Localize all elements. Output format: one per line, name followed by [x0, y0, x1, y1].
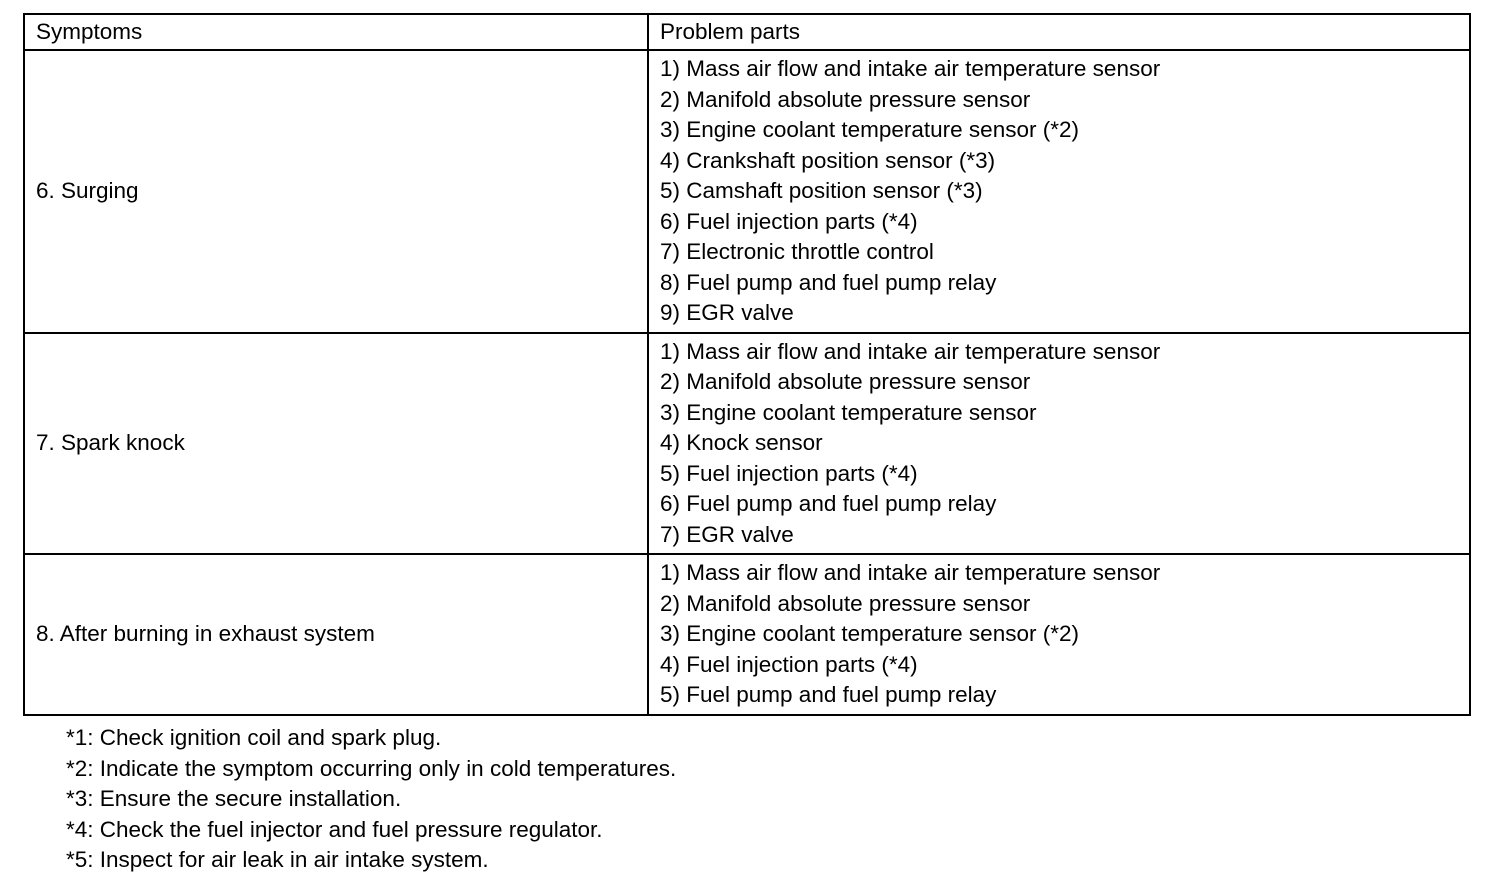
- part-item: 9) EGR valve: [660, 300, 794, 325]
- parts-cell: [648, 333, 1470, 555]
- symptom-cell: 6. Surging: [24, 50, 648, 333]
- part-item: 6) Fuel injection parts (*4): [660, 208, 918, 234]
- footnote: *2: Indicate the symptom occurring only in cold temperatures.: [66, 755, 677, 781]
- part-item: 3) Engine coolant temperature sensor (*2): [660, 621, 1079, 646]
- parts-cell: [648, 554, 1470, 715]
- part-item: 3) Engine coolant temperature sensor (*2): [660, 117, 1079, 142]
- header-symptoms: Symptoms: [24, 14, 648, 50]
- part-item: 5) Fuel injection parts (*4): [660, 460, 918, 486]
- footnote: *3: Ensure the secure installation.: [66, 786, 402, 812]
- parts-cell: [648, 50, 1470, 333]
- part-item: 5) Fuel pump and fuel pump relay: [660, 682, 997, 707]
- part-item: 2) Manifold absolute pressure sensor: [660, 590, 1031, 616]
- part-item: 7) Electronic throttle control: [660, 239, 934, 264]
- footnotes: [66, 723, 676, 876]
- table-row: [24, 554, 1470, 715]
- footnote: *4: Check the fuel injector and fuel pressure regulator.: [66, 816, 603, 842]
- part-item: 1) Mass air flow and intake air temperature sensor: [660, 560, 1161, 585]
- header-problem-parts: Problem parts: [648, 14, 1470, 50]
- part-item: 1) Mass air flow and intake air temperature sensor: [660, 56, 1161, 81]
- part-item: 2) Manifold absolute pressure sensor: [660, 369, 1031, 394]
- table-row: [24, 333, 1470, 555]
- part-item: 8) Fuel pump and fuel pump relay: [660, 269, 997, 295]
- part-item: 5) Camshaft position sensor (*3): [660, 178, 983, 203]
- part-item: 4) Knock sensor: [660, 430, 823, 455]
- table-row: [24, 50, 1470, 333]
- part-item: 4) Fuel injection parts (*4): [660, 651, 918, 677]
- symptom-cell: 8. After burning in exhaust system: [24, 554, 648, 715]
- footnote: *1: Check ignition coil and spark plug.: [66, 725, 442, 750]
- part-item: 2) Manifold absolute pressure sensor: [660, 86, 1031, 112]
- part-item: 7) EGR valve: [660, 521, 794, 547]
- footnote: *5: Inspect for air leak in air intake system.: [66, 847, 489, 873]
- part-item: 3) Engine coolant temperature sensor: [660, 399, 1037, 425]
- symptom-parts-table: [23, 13, 1471, 716]
- part-item: 1) Mass air flow and intake air temperature sensor: [660, 338, 1161, 364]
- part-item: 4) Crankshaft position sensor (*3): [660, 147, 996, 173]
- table-header-row: [24, 14, 1470, 50]
- part-item: 6) Fuel pump and fuel pump relay: [660, 491, 997, 516]
- symptom-cell: 7. Spark knock: [24, 333, 648, 555]
